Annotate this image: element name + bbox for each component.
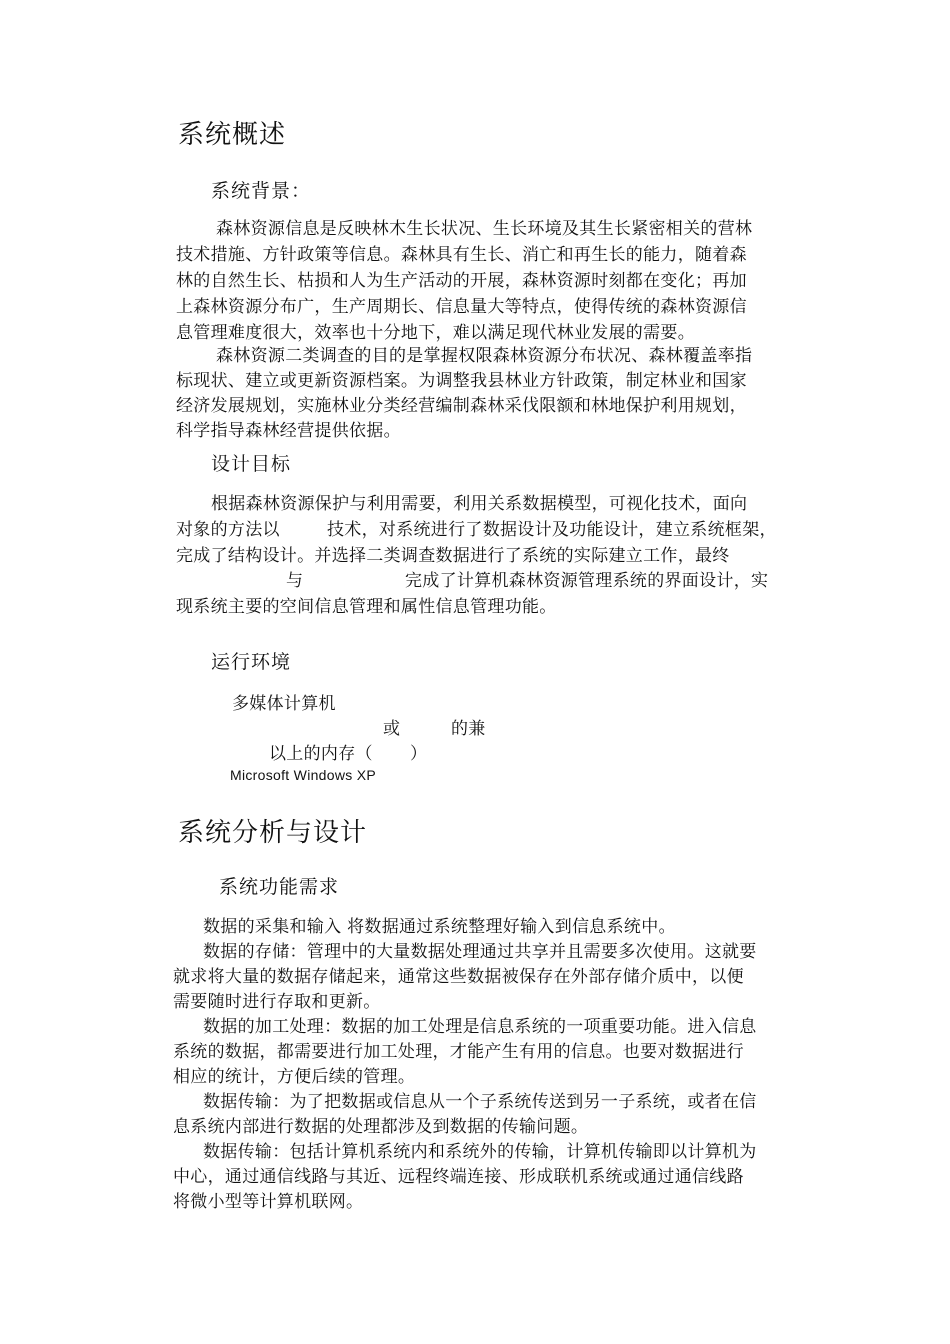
paragraph-line: 标现状、建立或更新资源档案。为调整我县林业方针政策，制定林业和国家 [176,371,747,391]
paragraph-line: 完成了计算机森林资源管理系统的界面设计，实 [405,571,769,591]
paragraph-line: 经济发展规划，实施林业分类经营编制森林采伐限额和林地保护利用规划， [176,396,747,416]
heading-function-requirements: 系统功能需求 [219,876,340,898]
env-item: ） [410,744,428,764]
paragraph-line: 数据的加工处理：数据的加工处理是信息系统的一项重要功能。进入信息 [203,1017,757,1037]
paragraph-line: 上森林资源分布广，生产周期长、信息量大等特点，使得传统的森林资源信 [176,297,747,317]
paragraph-line: 息管理难度很大，效率也十分地下，难以满足现代林业发展的需要。 [176,323,695,343]
paragraph-line: 对象的方法以 [176,520,280,540]
env-item-os: Microsoft Windows XP [230,767,377,783]
paragraph-line: 技术，对系统进行了数据设计及功能设计，建立系统框架， [327,520,777,540]
env-item: 或 [383,719,401,739]
env-item: 以上的内存（ [269,744,373,764]
section-title-overview: 系统概述 [178,120,287,150]
paragraph-line: 完成了结构设计。并选择二类调查数据进行了系统的实际建立工作，最终 [176,546,730,566]
paragraph-line: 数据的采集和输入 将数据通过系统整理好输入到信息系统中。 [203,917,676,937]
paragraph-line: 将微小型等计算机联网。 [173,1192,364,1212]
paragraph-line: 与 [286,571,304,591]
paragraph-line: 息系统内部进行数据的处理都涉及到数据的传输问题。 [173,1117,589,1137]
paragraph-line: 就求将大量的数据存储起来，通常这些数据被保存在外部存储介质中，以便 [173,967,744,987]
env-item: 多媒体计算机 [232,694,336,714]
paragraph-line: 数据传输：包括计算机系统内和系统外的传输，计算机传输即以计算机为 [203,1142,757,1162]
paragraph-line: 根据森林资源保护与利用需要，利用关系数据模型，可视化技术，面向 [211,494,748,514]
paragraph-line: 需要随时进行存取和更新。 [173,992,381,1012]
paragraph-line: 中心，通过通信线路与其近、远程终端连接、形成联机系统或通过通信线路 [173,1167,744,1187]
paragraph-line: 林的自然生长、枯损和人为生产活动的开展，森林资源时刻都在变化；再加 [176,271,747,291]
env-item: 的兼 [451,719,486,739]
paragraph-line: 数据的存储：管理中的大量数据处理通过共享并且需要多次使用。这就要 [203,942,757,962]
paragraph-line: 技术措施、方针政策等信息。森林具有生长、消亡和再生长的能力，随着森 [176,245,747,265]
heading-background: 系统背景： [211,180,312,202]
paragraph-line: 森林资源二类调查的目的是掌握权限森林资源分布状况、森林覆盖率指 [216,346,753,366]
heading-design-goal: 设计目标 [211,453,292,475]
paragraph-line: 相应的统计，方便后续的管理。 [173,1067,416,1087]
paragraph-line: 森林资源信息是反映林木生长状况、生长环境及其生长紧密相关的营林 [216,219,753,239]
paragraph-line: 科学指导森林经营提供依据。 [176,421,401,441]
paragraph-line: 系统的数据，都需要进行加工处理，才能产生有用的信息。也要对数据进行 [173,1042,744,1062]
section-title-analysis: 系统分析与设计 [178,818,368,848]
paragraph-line: 现系统主要的空间信息管理和属性信息管理功能。 [176,597,557,617]
paragraph-line: 数据传输：为了把数据或信息从一个子系统传送到另一子系统，或者在信 [203,1092,757,1112]
heading-runtime-env: 运行环境 [211,651,292,673]
